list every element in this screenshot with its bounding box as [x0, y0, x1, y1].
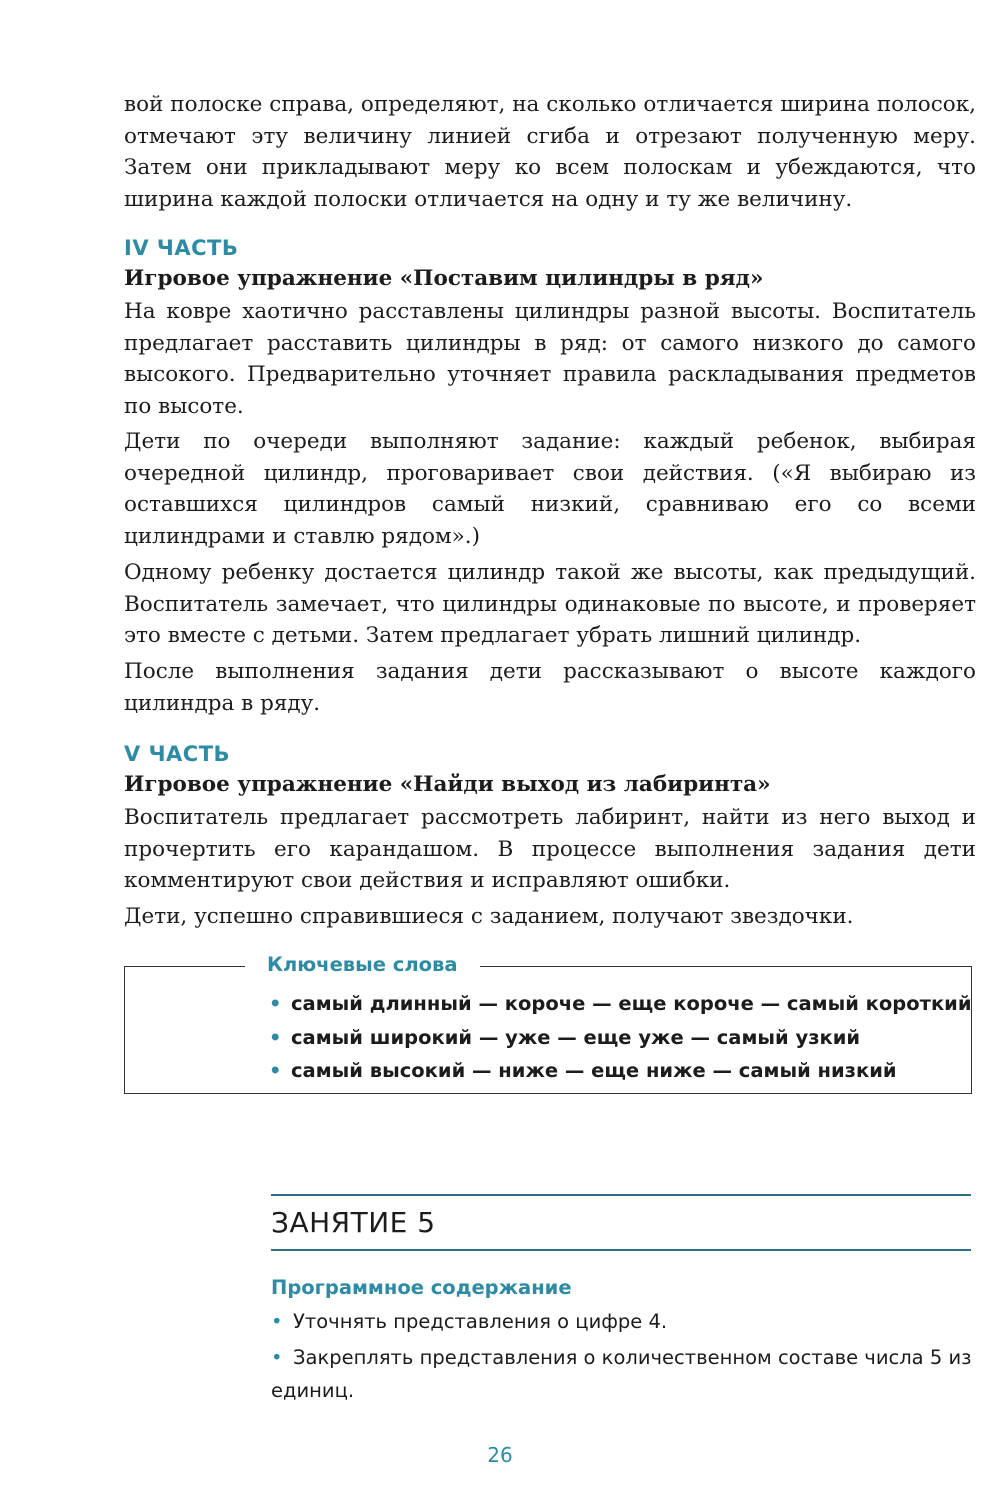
part-4-paragraph-4: После выполнения задания дети рассказывают о высоте каждого цилиндра в ряду. — [124, 659, 976, 716]
keyword-item — [269, 1021, 972, 1055]
program-item-text: Уточнять представления о цифре 4. — [293, 1310, 668, 1333]
keyword-text: самый высокий — ниже — еще ниже — самый низкий — [291, 1059, 897, 1082]
page-number: 26 — [487, 1443, 513, 1467]
keyword-text: самый широкий — уже — еще уже — самый узкий — [291, 1025, 861, 1049]
part-4-paragraph-2: Дети по очереди выполняют задание: каждый ребенок, выбирая очередной цилиндр, проговаривает свои действия. («Я выбираю из оставшихся цилиндров самый низкий, сравниваю его со всеми цилиндрами и ставлю рядом».) — [124, 429, 976, 549]
part-4-paragraph-1: На ковре хаотично расставлены цилиндры разной высоты. Воспитатель предлагает расставить цилиндры в ряд: от самого низкого до самого высокого. Предварительно уточняет правила раскладывания предметов по высоте. — [124, 299, 976, 419]
lesson-top-rule — [271, 1194, 971, 1196]
keywords-title: Ключевые слова — [245, 953, 480, 976]
part-4-paragraph-3: Одному ребенку достается цилиндр такой же высоты, как предыдущий. Воспитатель замечает, что цилиндры одинаковые по высоте, и проверяет это вместе с детьми. Затем предлагает убрать лишний цилиндр. — [124, 560, 976, 648]
program-item — [271, 1341, 977, 1407]
program-item — [271, 1305, 977, 1338]
keywords-box — [124, 953, 972, 1094]
keyword-item — [269, 987, 972, 1021]
program-title: Программное содержание — [271, 1276, 572, 1299]
keyword-item — [269, 1054, 972, 1088]
part-5-label: V ЧАСТЬ — [124, 742, 231, 766]
bullet-icon: • — [269, 1025, 282, 1049]
bullet-icon: • — [269, 1059, 282, 1082]
lesson-bottom-rule — [271, 1249, 971, 1251]
keywords-list — [269, 987, 972, 1088]
part-4-exercise-title: Игровое упражнение «Поставим цилиндры в ряд» — [124, 266, 764, 291]
program-item-text: Закреплять представления о количественном составе числа 5 из единиц. — [271, 1346, 972, 1402]
part-5-exercise-title: Игровое упражнение «Найди выход из лабиринта» — [124, 772, 771, 797]
part-5-paragraph-2: Дети, успешно справившиеся с заданием, получают звездочки. — [124, 904, 854, 929]
bullet-icon: • — [269, 992, 282, 1015]
bullet-icon: • — [271, 1346, 283, 1369]
intro-paragraph: вой полоске справа, определяют, на сколько отличается ширина полосок, отмечают эту величину линией сгиба и отрезают полученную меру. Затем они прикладывают меру ко всем полоскам и убеждаются, что ширина каждой полоски отличается на одну и ту же величину. — [124, 92, 976, 212]
keyword-text: самый длинный — короче — еще короче — самый короткий — [291, 992, 972, 1015]
part-5-paragraph-1: Воспитатель предлагает рассмотреть лабиринт, найти из него выход и прочертить его карандашом. В процессе выполнения задания дети комментируют свои действия и исправляют ошибки. — [124, 805, 976, 893]
bullet-icon: • — [271, 1310, 283, 1333]
lesson-title: ЗАНЯТИЕ 5 — [271, 1206, 436, 1239]
part-4-label: IV ЧАСТЬ — [124, 236, 239, 260]
